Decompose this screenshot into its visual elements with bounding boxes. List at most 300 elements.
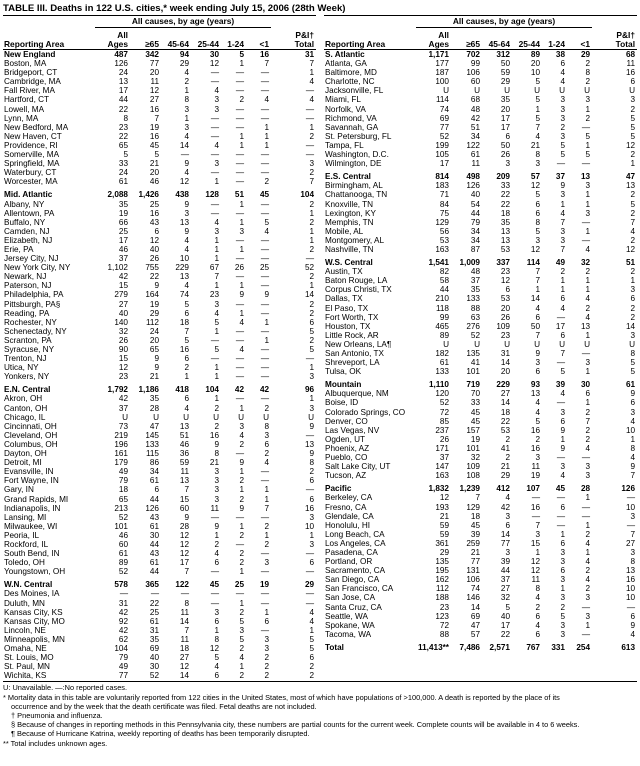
value-cell: 13	[500, 235, 510, 245]
value-cell: 46	[118, 244, 128, 254]
value-cell: —	[305, 430, 315, 440]
value-cell: 122	[466, 140, 480, 150]
value-cell: 4	[630, 453, 636, 463]
value-cell: 19	[530, 471, 540, 481]
value-cell: 5	[560, 611, 565, 621]
value-cell: 7	[475, 493, 480, 503]
value-cell: 613	[621, 642, 636, 652]
value-cell: —	[260, 308, 270, 318]
value-cell: 145	[145, 430, 159, 440]
value-cell: —	[235, 449, 244, 459]
value-cell: 4	[560, 68, 565, 78]
value-cell: 18	[470, 511, 480, 521]
value-cell: 13	[580, 172, 591, 182]
value-cell: 193	[435, 502, 449, 512]
table-row	[3, 245, 316, 254]
value-cell: 5	[309, 634, 315, 644]
value-cell: 1	[264, 122, 270, 132]
area-cell: El Paso, TX	[325, 303, 369, 313]
value-cell: 9	[309, 421, 315, 431]
value-cell: 2	[505, 453, 510, 463]
header-blank-cell	[592, 16, 637, 28]
value-cell: 767	[526, 642, 540, 652]
table-row	[324, 294, 637, 303]
value-cell: 33	[118, 159, 128, 169]
area-cell: Rockford, IL	[4, 539, 49, 549]
value-cell: 68	[625, 50, 636, 59]
value-cell: 135	[435, 557, 449, 567]
area-cell: Little Rock, AR	[325, 330, 379, 340]
value-cell: 26	[500, 312, 510, 322]
area-cell: W.S. Central	[325, 258, 373, 268]
value-cell: 4	[184, 403, 189, 413]
value-cell: 42	[118, 394, 128, 404]
table-row	[3, 413, 316, 422]
value-cell: 16	[149, 208, 159, 218]
value-cell: 21	[149, 159, 159, 169]
area-cell: Lowell, MA	[4, 104, 45, 114]
value-cell: 21	[149, 372, 159, 382]
value-cell: 2	[630, 190, 636, 200]
value-cell: 3	[505, 159, 510, 169]
value-cell: 22	[149, 598, 159, 608]
value-cell: 82	[439, 267, 449, 277]
value-cell: 1	[239, 662, 244, 672]
value-cell: 7	[560, 349, 565, 358]
value-cell: 2	[239, 558, 244, 568]
value-cell: 9	[214, 521, 219, 531]
value-cell: 52	[439, 398, 449, 408]
value-cell: U	[584, 339, 591, 349]
value-cell: 27	[500, 584, 510, 594]
value-cell: 3	[309, 539, 315, 549]
value-cell: —	[305, 86, 315, 96]
value-cell: —	[305, 549, 315, 559]
value-cell: U	[504, 86, 510, 96]
footnote-line: † Pneumonia and influenza.	[11, 710, 103, 720]
area-cell: Lexington, KY	[325, 208, 376, 218]
value-cell: 35	[118, 199, 128, 209]
value-cell: 90	[118, 345, 128, 354]
value-cell: 13	[118, 77, 128, 87]
value-cell: 3	[309, 372, 315, 382]
value-cell: 4	[535, 303, 540, 313]
value-cell: 6	[560, 538, 565, 548]
value-cell: U	[474, 86, 480, 96]
value-cell: 5	[630, 199, 636, 209]
value-cell: 1	[214, 530, 219, 540]
value-cell: 69	[470, 611, 480, 621]
area-cell: Detroit, MI	[4, 458, 42, 468]
value-cell: 7	[560, 244, 565, 254]
col-header-25-44: 25-44	[191, 28, 221, 50]
value-cell: 53	[500, 425, 510, 435]
value-cell: 29	[580, 50, 591, 59]
footnote-line: occurrence and by the week that the death certificate was filed. Fetal deaths are not included.	[11, 701, 317, 711]
value-cell: —	[260, 354, 270, 364]
value-cell: 61	[625, 380, 636, 390]
value-cell: 61	[149, 558, 159, 568]
table-row	[324, 575, 637, 584]
left-table-body	[3, 50, 316, 681]
value-cell: 67	[209, 263, 219, 273]
value-cell: 1	[309, 530, 315, 540]
col-header-pi-total: P&I† Total	[271, 28, 316, 50]
value-cell: 5	[309, 326, 315, 336]
value-cell: —	[260, 345, 270, 354]
value-cell: 73	[118, 421, 128, 431]
value-cell: 4	[585, 443, 591, 453]
table-row	[324, 150, 637, 159]
area-cell: Camden, NJ	[4, 226, 50, 236]
value-cell: 16	[209, 430, 219, 440]
value-cell: 12	[149, 86, 159, 96]
value-cell: 11	[531, 462, 540, 472]
value-cell: 41	[500, 443, 510, 453]
value-cell: 1	[585, 285, 591, 295]
value-cell: 163	[435, 244, 449, 254]
value-cell: 1	[309, 68, 315, 78]
value-cell: —	[235, 394, 244, 404]
value-cell: 52	[118, 567, 128, 577]
value-cell: 6	[535, 199, 540, 209]
value-cell: —	[210, 122, 219, 132]
area-cell: Providence, RI	[4, 140, 58, 150]
value-cell: —	[626, 493, 636, 503]
value-cell: 2	[214, 421, 219, 431]
value-cell: 53	[439, 235, 449, 245]
footnote-line: * Mortality data in this table are voluntarily reported from 122 cities in the United States, most of which have populations of >100,000. A death is reported by the place of its	[3, 692, 560, 702]
value-cell: 3	[535, 358, 540, 368]
value-cell: —	[210, 512, 219, 522]
value-cell: 7	[630, 471, 636, 481]
value-cell: —	[260, 476, 270, 486]
value-cell: 126	[114, 59, 128, 69]
value-cell: 1	[239, 59, 244, 69]
value-cell: 12	[179, 177, 189, 187]
value-cell: —	[260, 394, 270, 404]
value-cell: 28	[580, 484, 591, 494]
value-cell: 1	[239, 308, 244, 318]
table-row	[324, 105, 637, 114]
value-cell: 4	[535, 620, 540, 630]
value-cell: 51	[625, 258, 636, 268]
value-cell: 29	[179, 59, 189, 69]
area-cell: Houston, TX	[325, 321, 371, 331]
value-cell: 120	[435, 389, 449, 399]
table-row	[3, 86, 316, 95]
value-cell: 3	[214, 299, 219, 309]
value-cell: 1	[264, 131, 270, 141]
value-cell: 22	[500, 416, 510, 426]
value-cell: 11	[210, 503, 219, 513]
table-row	[324, 603, 637, 612]
table-row	[3, 168, 316, 177]
value-cell: 9	[309, 449, 315, 459]
table-row	[324, 584, 637, 593]
table-row	[3, 345, 316, 354]
table-row	[324, 95, 637, 104]
right-table	[324, 15, 637, 652]
table-row	[324, 493, 637, 502]
value-cell: 3	[585, 181, 591, 191]
value-cell: —	[626, 520, 636, 530]
value-cell: 7	[535, 520, 540, 530]
table-row	[3, 635, 316, 644]
area-cell: Kansas City, KS	[4, 607, 63, 617]
value-cell: —	[531, 493, 540, 503]
value-cell: 38	[555, 50, 565, 59]
value-cell: 50	[530, 321, 540, 331]
value-cell: 3	[560, 95, 565, 105]
value-cell: 4	[309, 95, 315, 105]
value-cell: 3	[560, 462, 565, 472]
value-cell: 9	[630, 620, 636, 630]
value-cell: 2	[630, 208, 636, 218]
value-cell: 122	[175, 580, 189, 590]
value-cell: 254	[576, 642, 591, 652]
value-cell: 11	[531, 575, 540, 585]
value-cell: 12	[530, 181, 540, 191]
table-row	[3, 476, 316, 485]
value-cell: 77	[500, 538, 510, 548]
value-cell: 8	[264, 421, 270, 431]
value-cell: 133	[435, 367, 449, 377]
value-cell: 2	[309, 308, 315, 318]
value-cell: 3	[630, 547, 636, 557]
value-cell: 57	[530, 172, 540, 182]
table-row	[324, 331, 637, 340]
area-cell: Fall River, MA	[4, 86, 55, 96]
group-header: All causes, by age (years)	[416, 16, 592, 28]
value-cell: 2	[184, 77, 189, 87]
value-cell: 9	[560, 181, 565, 191]
value-cell: 3	[560, 104, 565, 114]
value-cell: 35	[149, 394, 159, 404]
table-row	[324, 276, 637, 285]
table-row	[324, 512, 637, 521]
table-row	[3, 177, 316, 186]
area-cell: Scranton, PA	[4, 335, 52, 345]
value-cell: 7	[309, 177, 315, 187]
value-cell: 3	[184, 208, 189, 218]
value-cell: 1	[239, 598, 244, 608]
table-row	[3, 671, 316, 680]
value-cell: 26	[149, 254, 159, 264]
value-cell: 101	[466, 367, 480, 377]
value-cell: 1	[239, 199, 244, 209]
value-cell: 7	[535, 330, 540, 340]
value-cell: 2	[585, 267, 591, 277]
value-cell: 7	[184, 567, 189, 577]
region-row	[324, 258, 637, 267]
table-row	[324, 209, 637, 218]
value-cell: —	[235, 122, 244, 132]
value-cell: 13	[179, 476, 189, 486]
value-cell: 4	[214, 308, 219, 318]
value-cell: 35	[470, 285, 480, 295]
area-cell: E.N. Central	[4, 385, 51, 395]
value-cell: 1	[309, 625, 315, 635]
value-cell: —	[235, 372, 244, 382]
value-cell: —	[235, 363, 244, 373]
value-cell: 7	[585, 416, 591, 426]
value-cell: 23	[439, 602, 449, 612]
value-cell: 42	[470, 113, 480, 123]
value-cell: 2	[535, 602, 540, 612]
table-row	[3, 254, 316, 263]
value-cell: —	[235, 354, 244, 364]
value-cell: U	[183, 412, 189, 422]
value-cell: 5	[154, 150, 159, 160]
value-cell: 9	[154, 363, 159, 373]
value-cell: 1	[585, 620, 591, 630]
value-cell: U	[559, 339, 565, 349]
value-cell: 6	[535, 629, 540, 639]
value-cell: 1	[239, 244, 244, 254]
value-cell: 5	[309, 345, 315, 354]
value-cell: —	[556, 358, 565, 368]
value-cell: —	[260, 467, 270, 477]
value-cell: 1	[184, 86, 189, 96]
area-cell: Somerville, MA	[4, 150, 60, 160]
value-cell: 2	[309, 244, 315, 254]
value-cell: 2	[264, 539, 270, 549]
value-cell: 114	[435, 95, 449, 105]
value-cell: 8	[630, 443, 636, 453]
col-header-area: Reporting Area	[3, 28, 95, 50]
value-cell: 89	[439, 330, 449, 340]
area-cell: San Francisco, CA	[325, 584, 394, 594]
value-cell: —	[235, 254, 244, 264]
value-cell: 20	[500, 104, 510, 114]
table-row	[324, 218, 637, 227]
value-cell: 342	[145, 50, 159, 59]
value-cell: —	[581, 122, 591, 132]
table-row	[324, 621, 637, 630]
value-cell: —	[556, 511, 565, 521]
footnote-line: ** Total includes unknown ages.	[3, 738, 108, 748]
value-cell: —	[581, 349, 591, 358]
value-cell: 17	[118, 86, 128, 96]
table-row	[3, 68, 316, 77]
value-cell: —	[260, 113, 270, 123]
value-cell: 37	[500, 575, 510, 585]
value-cell: —	[260, 208, 270, 218]
value-cell: 19	[259, 580, 270, 590]
value-cell: 71	[439, 190, 449, 200]
value-cell: 1	[585, 493, 591, 503]
value-cell: 21	[209, 458, 219, 468]
area-cell: Chicago, IL	[4, 412, 46, 422]
value-cell: 1	[585, 330, 591, 340]
value-cell: 1	[264, 530, 270, 540]
value-cell: 2	[184, 363, 189, 373]
value-cell: 22	[118, 104, 128, 114]
value-cell: 16	[179, 345, 189, 354]
table-row	[3, 531, 316, 540]
value-cell: 9	[154, 354, 159, 364]
value-cell: 331	[551, 642, 565, 652]
value-cell: 5	[535, 77, 540, 87]
value-cell: 25	[259, 263, 270, 273]
value-cell: —	[556, 312, 565, 322]
value-cell: 37	[118, 254, 128, 264]
value-cell: 43	[149, 217, 159, 227]
value-cell: 11	[180, 467, 189, 477]
area-cell: Toledo, OH	[4, 558, 45, 568]
table-row	[324, 521, 637, 530]
value-cell: 1	[585, 520, 591, 530]
region-row	[324, 380, 637, 389]
value-cell: —	[235, 177, 244, 187]
value-cell: 13	[179, 217, 189, 227]
area-cell: Miami, FL	[325, 95, 361, 105]
value-cell: U	[308, 412, 315, 422]
value-cell: 129	[435, 217, 449, 227]
value-cell: 6	[505, 131, 510, 141]
value-cell: 1	[214, 235, 219, 245]
table-title: TABLE III. Deaths in 122 U.S. cities,* week ending July 15, 2006 (28th Week)	[3, 3, 346, 14]
value-cell: 27	[625, 538, 636, 548]
table-row	[324, 190, 637, 199]
table-row	[3, 159, 316, 168]
value-cell: 3	[214, 476, 219, 486]
value-cell: —	[235, 539, 244, 549]
value-cell: 8	[535, 584, 540, 594]
area-cell: Baltimore, MD	[325, 68, 377, 78]
table-row	[324, 77, 637, 86]
table-row	[324, 313, 637, 322]
value-cell: 46	[118, 530, 128, 540]
table-row	[324, 68, 637, 77]
value-cell: 7	[184, 326, 189, 336]
area-cell: Las Vegas, NV	[325, 425, 380, 435]
value-cell: 22	[118, 131, 128, 141]
value-cell: 22	[149, 272, 159, 282]
value-cell: 1	[309, 226, 315, 236]
table-row	[3, 540, 316, 549]
area-cell: Denver, CO	[325, 416, 368, 426]
value-cell: 312	[496, 50, 510, 59]
value-cell: 126	[145, 503, 159, 513]
value-cell: 1	[264, 607, 270, 617]
area-cell: Reading, PA	[4, 308, 50, 318]
value-cell: —	[235, 159, 244, 169]
value-cell: 74	[470, 584, 480, 594]
value-cell: —	[210, 150, 219, 160]
value-cell: 9	[630, 462, 636, 472]
value-cell: 108	[466, 471, 480, 481]
value-cell: 3	[585, 462, 591, 472]
value-cell: 66	[118, 217, 128, 227]
value-cell: 5	[630, 122, 636, 132]
value-cell: 3	[309, 512, 315, 522]
value-cell: 1	[309, 363, 315, 373]
value-cell: 1,171	[428, 50, 449, 59]
table-row	[324, 367, 637, 376]
value-cell: 84	[439, 199, 449, 209]
value-cell: 5	[214, 345, 219, 354]
table-row	[324, 557, 637, 566]
table-row	[324, 322, 637, 331]
value-cell: 59	[439, 529, 449, 539]
value-cell: 59	[179, 458, 189, 468]
table-row	[3, 495, 316, 504]
value-cell: 43	[149, 512, 159, 522]
value-cell: 6	[560, 566, 565, 576]
area-cell: Albany, NY	[4, 199, 45, 209]
